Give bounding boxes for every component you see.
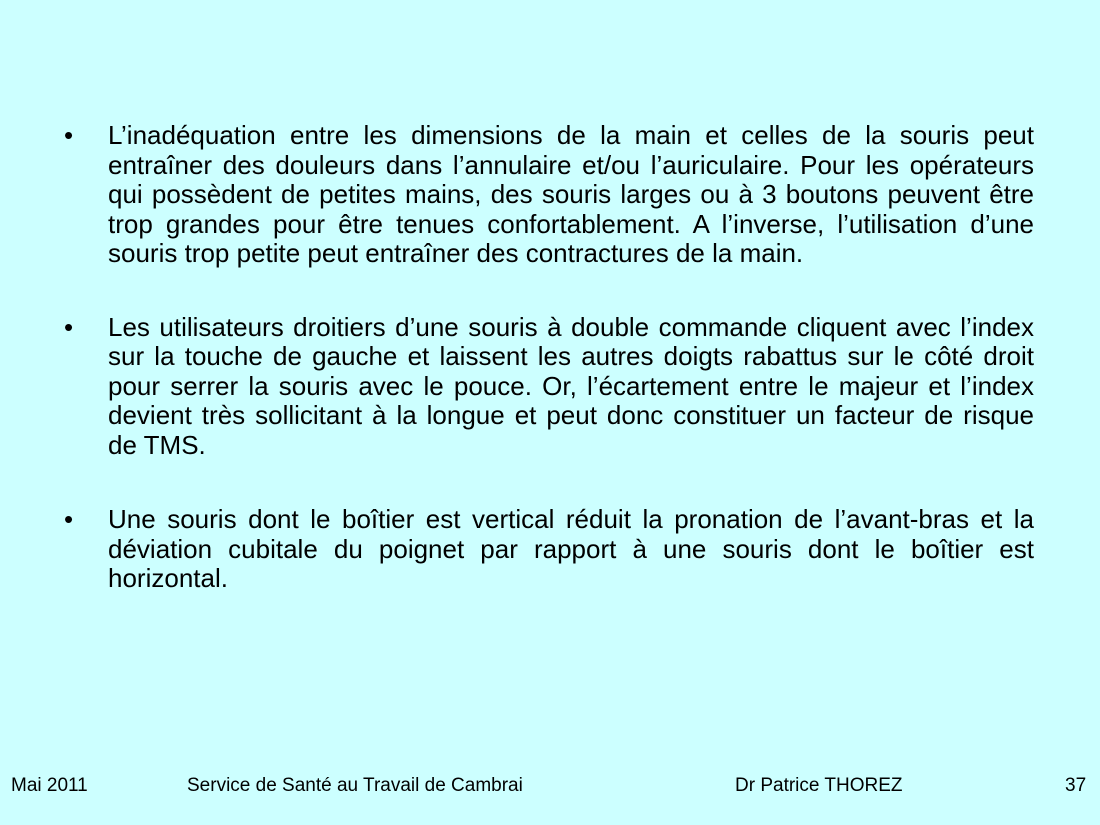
footer-author: Dr Patrice THOREZ — [735, 775, 903, 796]
bullet-dot: • — [64, 504, 74, 534]
footer-organization: Service de Santé au Travail de Cambrai — [187, 775, 523, 796]
bullet-item-2 — [62, 313, 1034, 461]
bullet-text-3: Une souris dont le boîtier est vertical réduit la pronation de l’avant-bras et la déviation cubitale du poignet par rapport à une souris dont le boîtier est horizontal. — [108, 504, 1034, 593]
bullet-item-1 — [62, 121, 1034, 269]
bullet-text-2: Les utilisateurs droitiers d’une souris à double commande cliquent avec l’index sur la touche de gauche et laissent les autres doigts rabattus sur le côté droit pour serrer la souris avec le pouce. Or, l’écartement entre le majeur et l’index devient très sollicitant à la longue et peut donc constituer un facteur de risque de TMS. — [108, 311, 1034, 460]
bullet-dot: • — [64, 311, 74, 342]
bullet-text-1: L’inadéquation entre les dimensions de la main et celles de la souris peut entraîner des douleurs dans l’annulaire et/ou l’auriculaire. Pour les opérateurs qui possèdent de petites mains, des souris larges ou à 3 boutons peuvent être trop grandes pour être tenues confortablement. A l’inverse, l’utilisation d’une souris trop petite peut entraîner des contractures de la main. — [108, 120, 1034, 268]
bullet-item-3 — [62, 505, 1034, 594]
bullet-dot: • — [64, 120, 74, 150]
bullet-list — [62, 121, 1034, 638]
footer-page-number: 37 — [1065, 775, 1087, 796]
footer-date: Mai 2011 — [11, 775, 88, 796]
